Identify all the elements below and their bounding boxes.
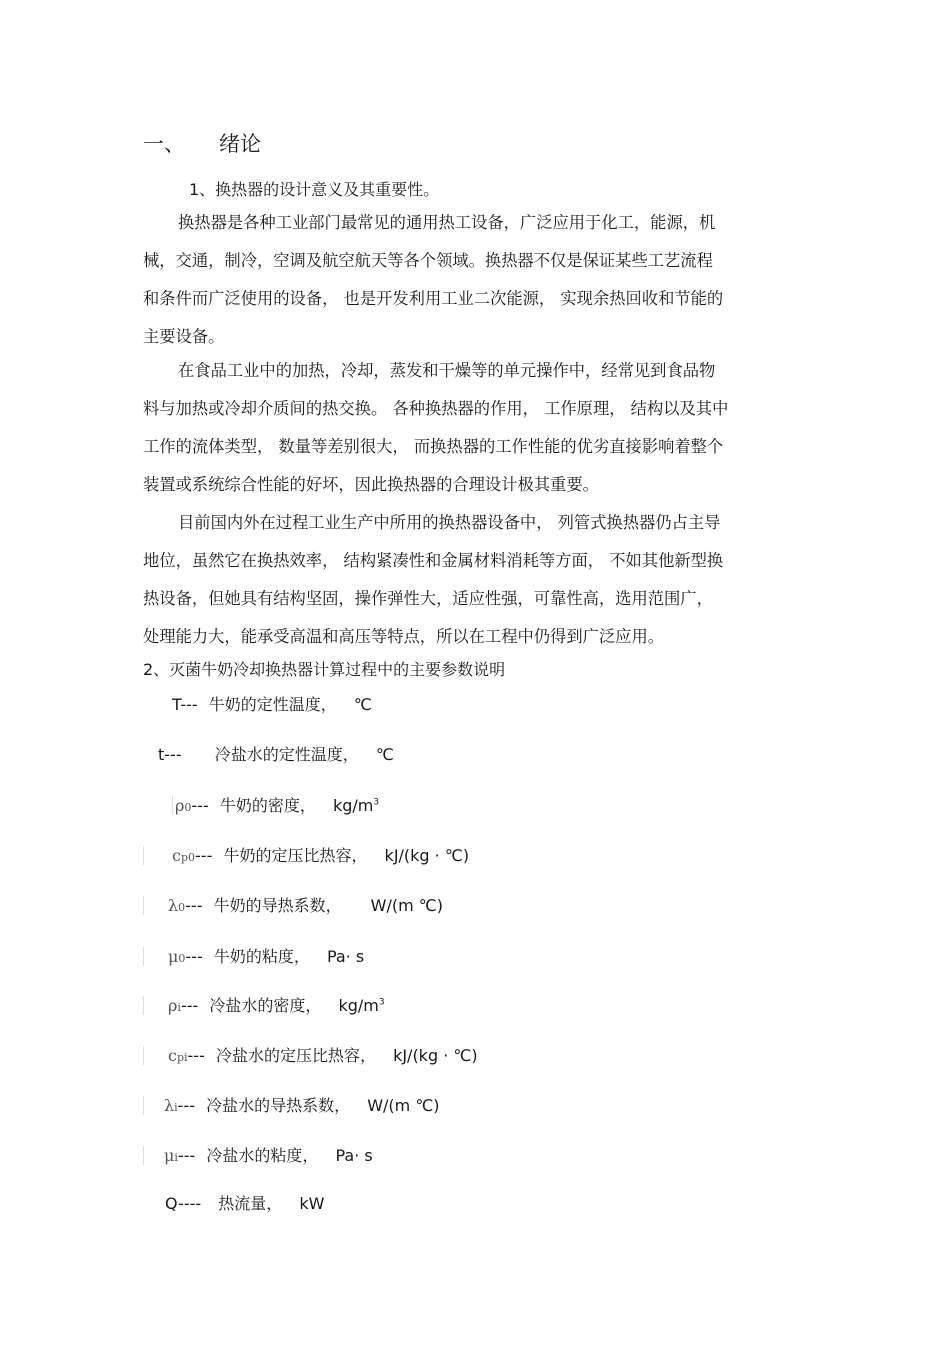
param-row: [165, 1191, 324, 1214]
paragraph-line: 处理能力大，能承受高温和高压等特点，所以在工程中仍得到广泛应用。: [143, 627, 665, 646]
paragraph-3: [143, 504, 813, 656]
param-dash: ---: [195, 846, 213, 865]
param-description: 热流量，: [218, 1194, 283, 1213]
param-symbol: ρi: [143, 996, 181, 1015]
paragraph-line: 热设备，但她具有结构坚固，操作弹性大，适应性强，可靠性高，选用范围广，: [143, 589, 713, 608]
param-symbol: t: [158, 745, 165, 764]
param-row: [143, 1043, 478, 1066]
paragraph-line: 在食品工业中的加热，冷却，蒸发和干燥等的单元操作中，经常见到食品物: [178, 361, 716, 380]
param-description: 牛奶的导热系数，: [213, 896, 342, 915]
param-dash: ---: [185, 896, 203, 915]
param-unit: ℃: [375, 745, 394, 764]
param-unit: kJ/(kg · ℃): [393, 1046, 478, 1065]
section-title: 绪论: [219, 132, 261, 156]
param-symbol: μ0: [143, 947, 185, 966]
param-dash: ----: [178, 1194, 202, 1213]
paragraph-2: [143, 352, 813, 504]
param-row: [143, 893, 443, 916]
paragraph-line: 和条件而广泛使用的设备， 也是开发利用工业二次能源， 实现余热回收和节能的: [143, 289, 724, 308]
param-symbol: T: [172, 695, 181, 714]
param-symbol: cp0: [143, 846, 195, 865]
param-row: [143, 1143, 373, 1166]
paragraph-line: 地位，虽然它在换热效率， 结构紧凑性和金属材料消耗等方面， 不如其他新型换: [143, 551, 724, 570]
param-description: 冷盐水的密度，: [209, 996, 322, 1015]
param-dash: ---: [191, 796, 209, 815]
param-symbol: ρ0: [172, 796, 191, 815]
subsection-heading-1: 1、换热器的设计意义及其重要性。: [189, 180, 440, 199]
param-dash: ---: [164, 745, 182, 764]
param-row: [143, 993, 385, 1016]
paragraph-line: 械，交通，制冷，空调及航空航天等各个领域。换热器不仅是保证某些工艺流程: [143, 251, 713, 270]
param-dash: ---: [180, 695, 198, 714]
param-description: 牛奶的定压比热容，: [223, 846, 368, 865]
paragraph-line: 换热器是各种工业部门最常见的通用热工设备，广泛应用于化工，能源，机: [178, 213, 716, 232]
paragraph-line: 装置或系统综合性能的好坏，因此换热器的合理设计极其重要。: [143, 475, 599, 494]
param-dash: ---: [185, 947, 203, 966]
param-description: 牛奶的定性温度，: [208, 695, 337, 714]
param-dash: ---: [187, 1046, 205, 1065]
param-symbol: λi: [143, 1096, 178, 1115]
param-description: 冷盐水的定性温度，: [214, 745, 359, 764]
param-description: 牛奶的密度，: [219, 796, 316, 815]
section-heading: [143, 128, 261, 158]
paragraph-line: 目前国内外在过程工业生产中所用的换热器设备中， 列管式换热器仍占主导: [178, 513, 721, 532]
param-unit: $kg/m^3$: [338, 996, 385, 1015]
param-symbol: cpi: [143, 1046, 188, 1065]
param-dash: ---: [177, 1146, 196, 1165]
param-row: [143, 944, 364, 967]
param-row: [172, 793, 379, 816]
paragraph-1: [143, 204, 813, 356]
param-symbol: λ0: [143, 896, 185, 915]
param-unit: W/(m ℃): [367, 1096, 440, 1115]
param-unit: ℃: [353, 695, 372, 714]
param-row: [143, 843, 469, 866]
param-row: [158, 742, 394, 765]
param-symbol: μi: [143, 1146, 178, 1165]
param-unit: Pa· s: [335, 1146, 373, 1165]
param-unit: $kg/m^3$: [332, 796, 380, 815]
paragraph-line: 工作的流体类型， 数量等差别很大， 而换热器的工作性能的优劣直接影响着整个: [143, 437, 724, 456]
param-unit: W/(m ℃): [370, 896, 444, 915]
param-description: 冷盐水的粘度，: [206, 1146, 319, 1165]
param-description: 冷盐水的导热系数，: [206, 1096, 351, 1115]
param-dash: ---: [177, 1096, 195, 1115]
param-dash: ---: [180, 996, 199, 1015]
param-symbol: Q: [165, 1194, 179, 1213]
paragraph-line: 主要设备。: [143, 327, 225, 346]
paragraph-line: 料与加热或冷却介质间的热交换。 各种换热器的作用， 工作原理， 结构以及其中: [143, 399, 729, 418]
param-row: [143, 1093, 440, 1116]
param-unit: kW: [299, 1194, 325, 1213]
section-number: 一、: [143, 132, 185, 156]
param-unit: Pa· s: [326, 947, 365, 966]
param-description: 冷盐水的定压比热容，: [215, 1046, 376, 1065]
param-row: [172, 692, 372, 715]
param-unit: kJ/(kg · ℃): [384, 846, 470, 865]
subsection-heading-2: 2、灭菌牛奶冷却换热器计算过程中的主要参数说明: [143, 660, 506, 679]
param-description: 牛奶的粘度，: [213, 947, 310, 966]
